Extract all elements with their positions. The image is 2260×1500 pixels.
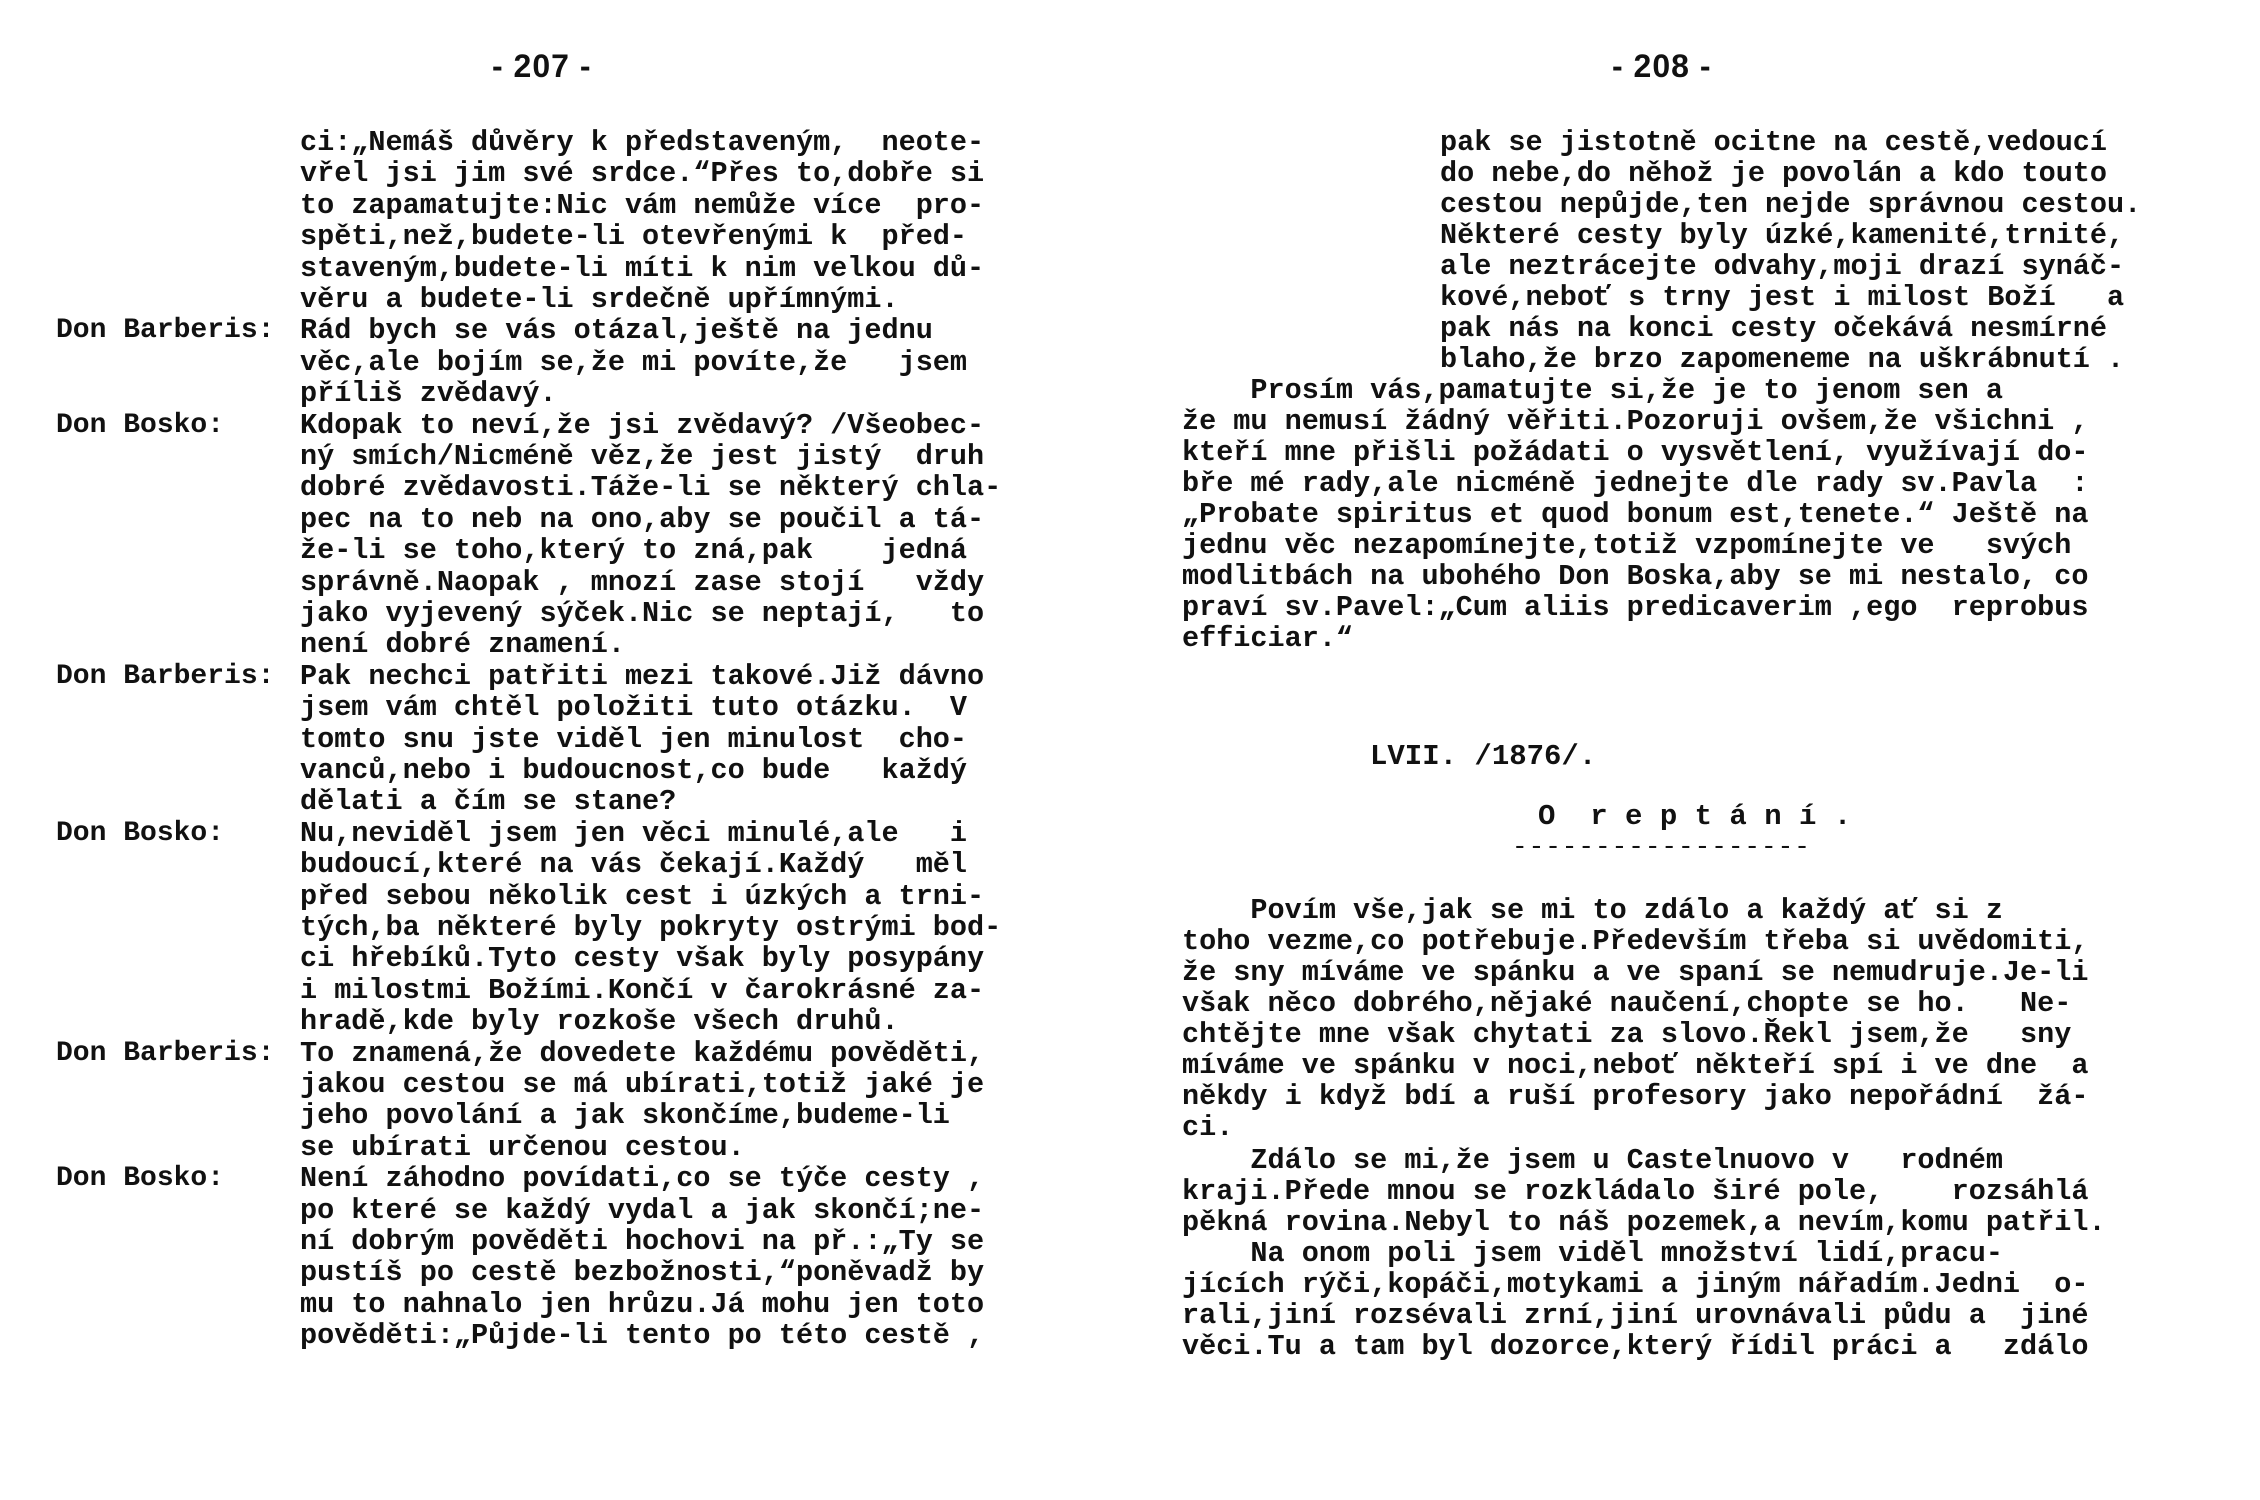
chapter-paragraph-2 [1182,1145,2106,1362]
text-line: vanců,nebo i budoucnost,co bude každý [300,754,968,787]
text-line: pěkná rovina.Nebyl to náš pozemek,a nevím,komu patřil. [1182,1206,2106,1239]
text-line: jednu věc nezapomínejte,totiž vzpomínejte ve svých [1182,529,2072,562]
text-line: kraji.Přede mnou se rozkládalo širé pole, rozsáhlá [1182,1175,2089,1208]
text-line: budoucí,které na vás čekají.Každý měl [300,848,968,882]
right-page [1130,0,2260,1500]
text-line: Některé cesty byly úzké,kamenité,trnité, [1440,219,2125,252]
speaker-label: Don Bosko: [56,409,225,441]
text-line: že-li se toho,který to zná,pak jedná [300,534,968,568]
text-line: i milostmi Božími.Končí v čarokrásné za- [300,973,985,1007]
chapter-title: O r e p t á n í . [1538,800,1852,833]
text-line: tomto snu jste viděl jen minulost cho- [300,722,968,756]
text-line: pec na to neb na ono,aby se poučil a tá- [300,502,985,536]
title-underline: ------------------ [1512,832,1811,862]
text-line: ci. [1182,1111,1234,1144]
text-line: jeho povolání a jak skončíme,budeme-li [300,1099,950,1133]
text-line: bře mé rady,ale nicméně jednejte dle rady sv.Pavla : [1182,467,2089,500]
text-line: ní dobrým pověděti hochovi na př.:„Ty se [300,1225,985,1258]
text-line: chtějte mne však chytati za slovo.Řekl jsem,že sny [1182,1018,2072,1051]
text-line: Povím vše,jak se mi to zdálo a každý ať si z [1182,894,2003,927]
text-line: ale neztrácejte odvahy,moji drazí synáč- [1440,250,2125,283]
text-line: se ubírati určenou cestou. [300,1130,745,1164]
chapter-number: LVII. /1876/. [1370,740,1597,773]
text-line: věc,ale bojím se,že mi povíte,že jsem [300,345,968,379]
page-number-208: - 208 - [1612,48,1712,84]
text-line: blaho,že brzo zapomeneme na uškrábnutí . [1440,343,2125,376]
text-line: jících rýči,kopáči,motykami a jiným nářadím.Jedni o- [1182,1268,2089,1301]
text-line: jakou cestou se má ubírati,totiž jaké je [300,1068,985,1101]
text-line: kové,neboť s trny jest i milost Boží a [1440,281,2125,314]
text-line: ci:„Nemáš důvěry k představeným, neote- [300,126,985,159]
text-line: „Probate spiritus et quod bonum est,tenete.“ Ještě na [1182,498,2089,531]
text-line: dobré zvědavosti.Táže-li se některý chla- [300,471,1002,505]
chapter-paragraph-1 [1182,895,2088,1143]
text-line: Pak nechci patřiti mezi takové.Již dávno [300,659,985,693]
text-line: někdy i když bdí a ruší profesory jako nepořádní žá- [1182,1080,2089,1113]
text-line: kteří mne přišli požádati o vysvětlení, využívají do- [1182,436,2089,469]
text-line: rali,jiní rozsévali zrní,jiní urovnávali půdu a jiné [1182,1299,2089,1332]
text-line: po které se každý vydal a jak skončí;ne- [300,1193,985,1227]
text-line: však něco dobrého,nějaké naučení,chopte se ho. Ne- [1182,987,2072,1020]
text-line: Kdopak to neví,že jsi zvědavý? /Všeobec- [300,408,985,442]
text-line: staveným,budete-li míti k nim velkou dů- [300,251,985,285]
text-line: hradě,kde byly rozkoše všech druhů. [300,1005,899,1039]
text-line: příliš zvědavý. [300,377,557,411]
text-line: Rád bych se vás otázal,ještě na jednu [300,314,933,348]
text-line: vřel jsi jim své srdce.“Přes to,dobře si [300,157,985,191]
text-line: modlitbách na ubohého Don Boska,aby se mi nestalo, co [1182,560,2089,593]
text-line: to zapamatujte:Nic vám nemůže více pro- [300,188,985,222]
text-line: není dobré znamení. [300,628,625,662]
text-line: cestou nepůjde,ten nejde správnou cestou. [1440,188,2142,221]
continued-paragraph [1440,127,2141,375]
text-line: Nu,neviděl jsem jen věci minulé,ale i [300,816,968,850]
text-line: Není záhodno povídati,co se týče cesty , [300,1162,985,1196]
text-line: správně.Naopak , mnozí zase stojí vždy [300,565,985,599]
text-line: Na onom poli jsem viděl množství lidí,pracu- [1182,1237,2003,1270]
text-line: toho vezme,co potřebuje.Především třeba si uvědomiti, [1182,925,2089,958]
text-line: praví sv.Pavel:„Cum aliis predicaverim ,ego reprobus [1182,591,2089,624]
text-line: že mu nemusí žádný věřiti.Pozoruji ovšem,že všichni , [1182,405,2089,438]
text-line: ci hřebíků.Tyto cesty však byly posypány [300,942,985,976]
speaker-label: Don Bosko: [56,817,225,849]
page-number-207: - 207 - [492,48,592,84]
closing-paragraph [1182,375,2088,654]
text-line: tých,ba některé byly pokryty ostrými bod- [300,911,1002,944]
text-line: před sebou několik cest i úzkých a trni- [300,879,985,913]
text-line: jako vyjevený sýček.Nic se neptají, to [300,597,985,630]
text-line: dělati a čím se stane? [300,785,677,819]
text-line: věru a budete-li srdečně upřímnými. [300,283,899,316]
text-line: jsem vám chtěl položiti tuto otázku. V [300,691,968,725]
speaker-label: Don Bosko: [56,1163,225,1195]
text-line: pustíš po cestě bezbožnosti,“poněvadž by [300,1256,985,1290]
text-line: ný smích/Nicméně věz,že jest jistý druh [300,440,985,473]
text-line: To znamená,že dovedete každému pověděti, [300,1036,985,1070]
text-line: pak nás na konci cesty očekává nesmírné [1440,312,2108,345]
text-line: efficiar.“ [1182,622,1354,655]
speaker-label: Don Barberis: [56,1037,275,1069]
text-line: pověděti:„Půjde-li tento po této cestě , [300,1319,985,1353]
text-line: pak se jistotně ocitne na cestě,vedoucí [1440,126,2108,159]
text-line: spěti,než,budete-li otevřenými k před- [300,220,968,254]
speaker-label: Don Barberis: [56,315,275,347]
text-line: věci.Tu a tam byl dozorce,který řídil práci a zdálo [1182,1330,2089,1363]
text-line: mu to nahnalo jen hrůzu.Já mohu jen toto [300,1287,985,1321]
text-line: Zdálo se mi,že jsem u Castelnuovo v rodném [1182,1144,2003,1177]
text-line: Prosím vás,pamatujte si,že je to jenom sen a [1182,374,2003,407]
text-line: že sny míváme ve spánku a ve spaní se nemudruje.Je-li [1182,956,2089,989]
text-line: do nebe,do něhož je povolán a kdo touto [1440,157,2108,190]
text-line: míváme ve spánku v noci,neboť někteří spí i ve dne a [1182,1049,2089,1082]
speaker-label: Don Barberis: [56,660,275,692]
